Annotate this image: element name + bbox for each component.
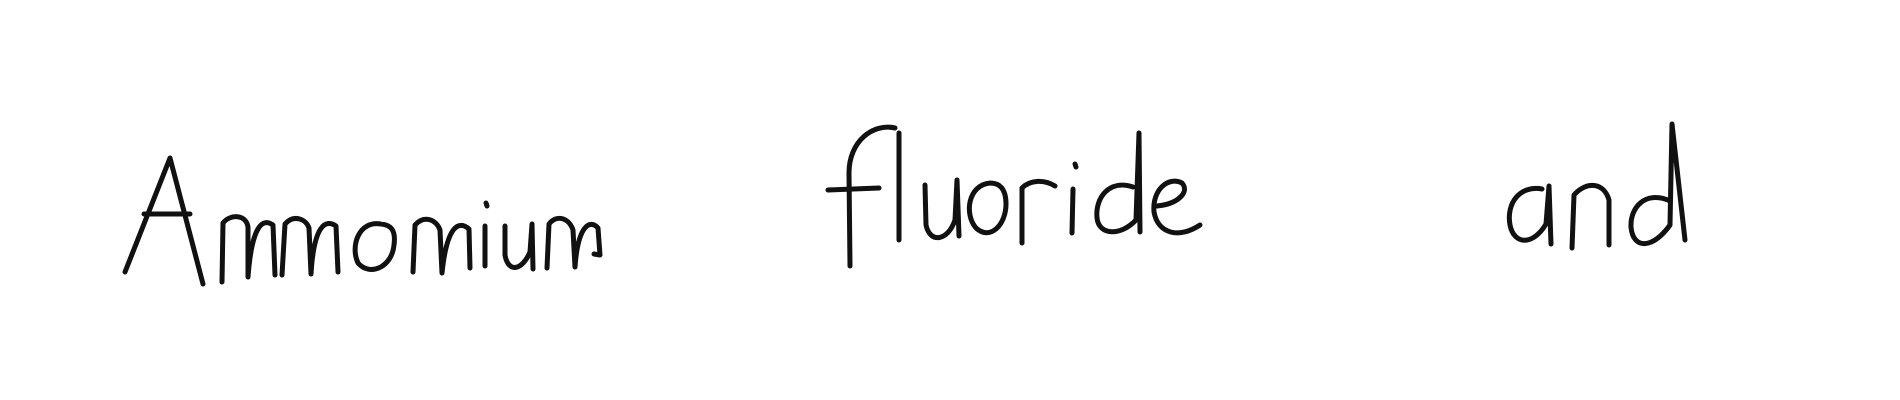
word-and: [1509, 124, 1685, 248]
word-ammonium: [125, 158, 600, 284]
word-fluoride: [828, 127, 1200, 266]
